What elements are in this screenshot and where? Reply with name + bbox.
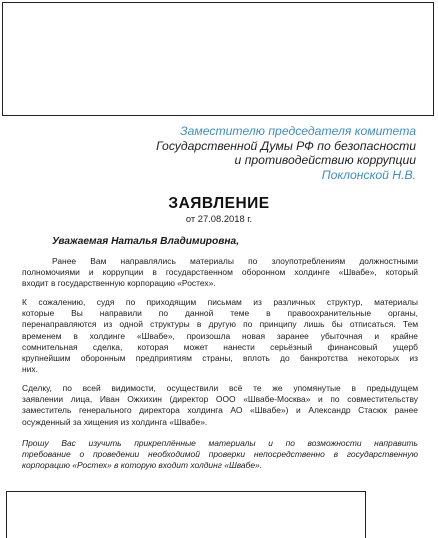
- paragraph-line: Ранее Вам направлялись материалы по злоупотреблениям должностными: [52, 256, 418, 266]
- paragraph-line: временем в холдинге «Швабе», произошла новая заранее убыточная и крайне: [22, 330, 418, 341]
- paragraph-line: корпорацию «Ростех» в которую входит холдинг «Швабе».: [22, 460, 263, 471]
- paragraph-line: К сожалению, судя по приходящим письмам из различных структур, материалы: [22, 297, 418, 307]
- paragraph-2: [22, 297, 418, 375]
- paragraph-line: Сделку, по всей видимости, осуществили всё те же упомянутые в предыдущем: [22, 383, 418, 393]
- document-title: ЗАЯВЛЕНИЕ: [168, 195, 270, 212]
- paragraph-1: [22, 256, 418, 290]
- paragraph-line: осужденный за хищения из холдинга «Швабе».: [22, 416, 208, 427]
- addressee-line-1: Заместителю председателя комитета: [180, 124, 416, 138]
- paragraph-4: [22, 438, 418, 472]
- paragraph-line: Прошу Вас изучить прикреплённые материалы и по возможности направить: [22, 438, 418, 448]
- paragraph-line: полномочиями и коррупции в государственном оборонном холдинге «Швабе», который: [22, 267, 418, 278]
- addressee-block: [116, 124, 416, 182]
- paragraph-line: заявлении лица, Иван Ожхихин (директор ООО «Швабе-Москва» и по совместительству: [22, 394, 418, 405]
- salutation: Уважаемая Наталья Владимировна,: [52, 236, 240, 247]
- paragraph-line: требование о проведении необходимой проверки непосредственно в государственную: [22, 449, 418, 460]
- document-date: от 27.08.2018 г.: [185, 213, 253, 224]
- paragraph-3: [22, 383, 418, 428]
- paragraph-line: которые Вы направили по данной теме в правоохранительные органы,: [22, 308, 418, 319]
- addressee-line-3: и противодействию коррупции: [234, 153, 416, 167]
- paragraph-line: заместитель генерального директора холдинга АО «Швабе») и Александр Стасюк ранее: [22, 405, 418, 416]
- addressee-line-2: Государственной Думы РФ по безопасности: [156, 138, 416, 153]
- paragraph-line: них.: [22, 364, 38, 375]
- paragraph-line: перенаправляются из одной структуры в другую по принципу лишь бы отписаться. Тем: [22, 319, 418, 330]
- addressee-line-4: Поклонской Н.В.: [321, 167, 416, 182]
- redacted-header-box: [2, 2, 434, 116]
- paragraph-line: входит в государственную корпорацию «Ростех».: [22, 278, 216, 289]
- paragraph-line: сомнительная сделка, которая может нанести серьёзный финансовый ущерб: [22, 341, 418, 352]
- paragraph-line: крупнейшим оборонным предприятиям страны, вплоть до банкротства некоторых из: [22, 353, 418, 364]
- redacted-footer-box: [6, 491, 366, 538]
